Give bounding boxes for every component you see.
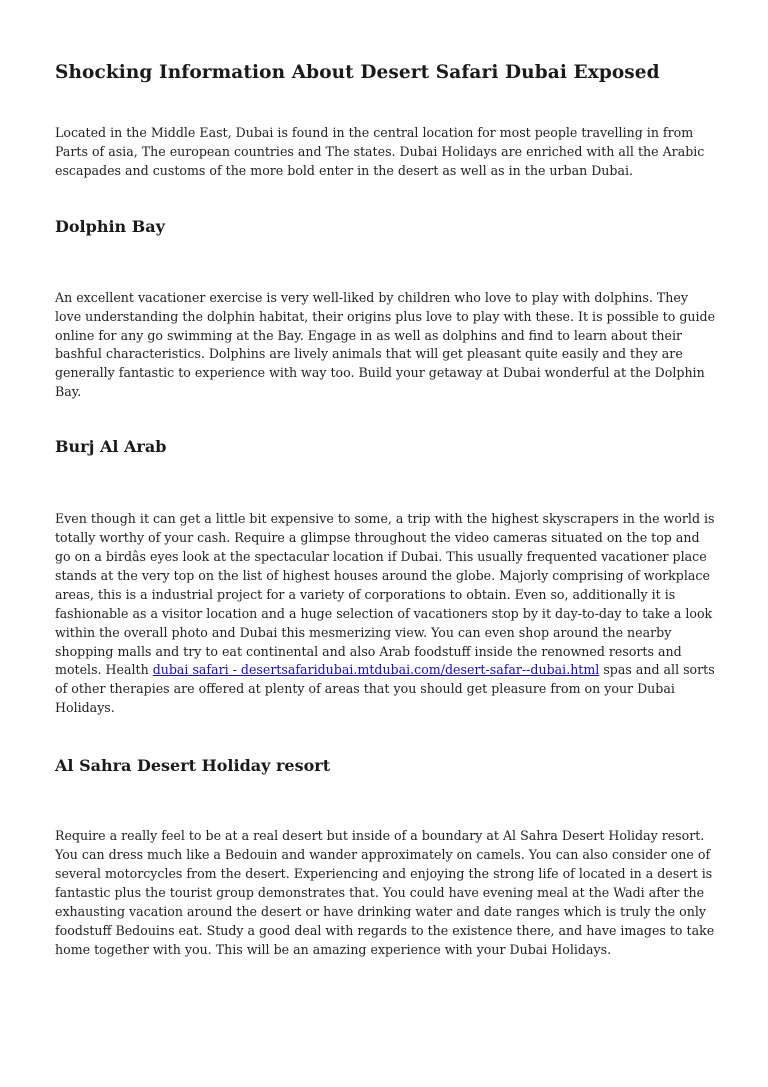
section-heading-dolphin-bay: Dolphin Bay: [55, 216, 165, 236]
dubai-safari-link[interactable]: dubai safari - desertsafaridubai.mtdubai.com/desert-safar--dubai.html: [152, 662, 600, 678]
section-body-burj-al-arab: [55, 510, 717, 718]
intro-paragraph: Located in the Middle East, Dubai is found in the central location for most people travelling in from Parts of asia, The european countries and The states. Dubai Holidays are enriched with all the Arabic escapades and customs of the more bold enter in the desert as well as in the urban Dubai.: [55, 125, 705, 178]
burj-text-before-link: Even though it can get a little bit expensive to some, a trip with the highest skyscrapers in the world is totally worthy of your cash. Require a glimpse throughout the video cameras situated on the top and go on a birdâs eyes look at the spectacular location if Dubai. This usually frequented vacationer place stands at the very top on the list of highest houses around the globe. Majorly comprising of workplace areas, this is a industrial project for a variety of corporations to obtain. Even so, additionally it is fashionable as a visitor location and a huge selection of vacationers stop by it day-to-day to take a look within the overall photo and Dubai this mesmerizing view. You can even shop around the nearby shopping malls and try to eat continental and also Arab foodstuff inside the renowned resorts and motels. Health: [55, 511, 715, 678]
document-page: [55, 58, 717, 959]
section-heading-burj-al-arab: Burj Al Arab: [55, 437, 167, 457]
section-heading-al-sahra: Al Sahra Desert Holiday resort: [55, 756, 331, 776]
section-body-dolphin-bay: An excellent vacationer exercise is very well-liked by children who love to play with dolphins. They love understanding the dolphin habitat, their origins plus love to play with these. It is possible to guide online for any go swimming at the Bay. Engage in as well as dolphins and find to learn about their bashful characteristics. Dolphins are lively animals that will get pleasant quite easily and they are generally fantastic to experience with way too. Build your getaway at Dubai wonderful at the Dolphin Bay.: [55, 289, 716, 400]
burj-text-after-link: spas and all sorts of other therapies are offered at plenty of areas that you should get pleasure from on your Dubai Holidays.: [55, 662, 715, 716]
section-body-al-sahra: Require a really feel to be at a real desert but inside of a boundary at Al Sahra Desert Holiday resort. You can dress much like a Bedouin and wander approximately on camels. You can also consider one of several motorcycles from the desert. Experiencing and enjoying the strong life of located in a desert is fantastic plus the tourist group demonstrates that. You could have evening meal at the Wadi after the exhausting vacation around the desert or have drinking water and date ranges which is truly the only foodstuff Bedouins eat. Study a good deal with regards to the existence there, and have images to take home together with you. This will be an amazing experience with your Dubai Holidays.: [55, 828, 715, 957]
page-title: Shocking Information About Desert Safari Dubai Exposed: [55, 62, 660, 83]
